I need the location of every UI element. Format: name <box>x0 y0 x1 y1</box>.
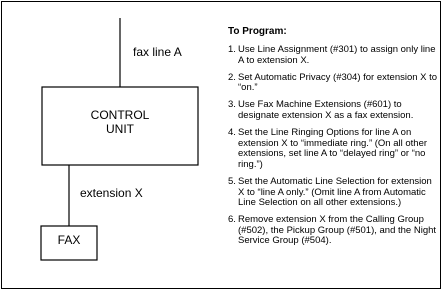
instruction-step <box>228 128 440 170</box>
control-unit-line-1: CONTROL <box>90 108 150 122</box>
step-text: Set the Automatic Line Selection for extension X to “line A only.” (Omit line A from Automatic Line Selection on all other extensions.) <box>238 175 432 209</box>
step-number: 2. <box>228 71 236 83</box>
instruction-step <box>228 215 440 247</box>
step-text: Remove extension X from the Calling Group (#502), the Pickup Group (#501), and the Night Service Group (#504). <box>238 214 437 247</box>
extension-x-label: extension X <box>80 186 143 200</box>
control-unit-line-2: UNIT <box>106 122 134 136</box>
instruction-step <box>228 100 440 121</box>
step-text: Set Automatic Privacy (#304) for extension X to “on.” <box>238 71 438 94</box>
fax-label: FAX <box>57 233 81 247</box>
control-unit-label <box>42 108 198 136</box>
instructions-heading: To Program: <box>228 26 287 37</box>
step-number: 5. <box>228 175 236 187</box>
programming-instructions <box>228 26 440 254</box>
step-text: Use Fax Machine Extensions (#601) to designate extension X as a fax extension. <box>238 99 414 121</box>
step-text: Set the Line Ringing Options for line A on extension X to “immediate ring.” (On all other extensions, set line A to “delayed ring” or “no ring.”) <box>238 127 428 170</box>
step-number: 3. <box>228 99 236 111</box>
instruction-step <box>228 177 440 209</box>
step-number: 4. <box>228 127 236 139</box>
step-text: Use Line Assignment (#301) to assign only line A to extension X. <box>238 44 436 66</box>
step-number: 6. <box>228 214 236 226</box>
fax-line-a-label: fax line A <box>133 45 182 59</box>
instruction-step <box>228 45 440 66</box>
instruction-steps <box>228 45 440 247</box>
step-number: 1. <box>228 44 236 55</box>
instruction-step <box>228 73 440 94</box>
